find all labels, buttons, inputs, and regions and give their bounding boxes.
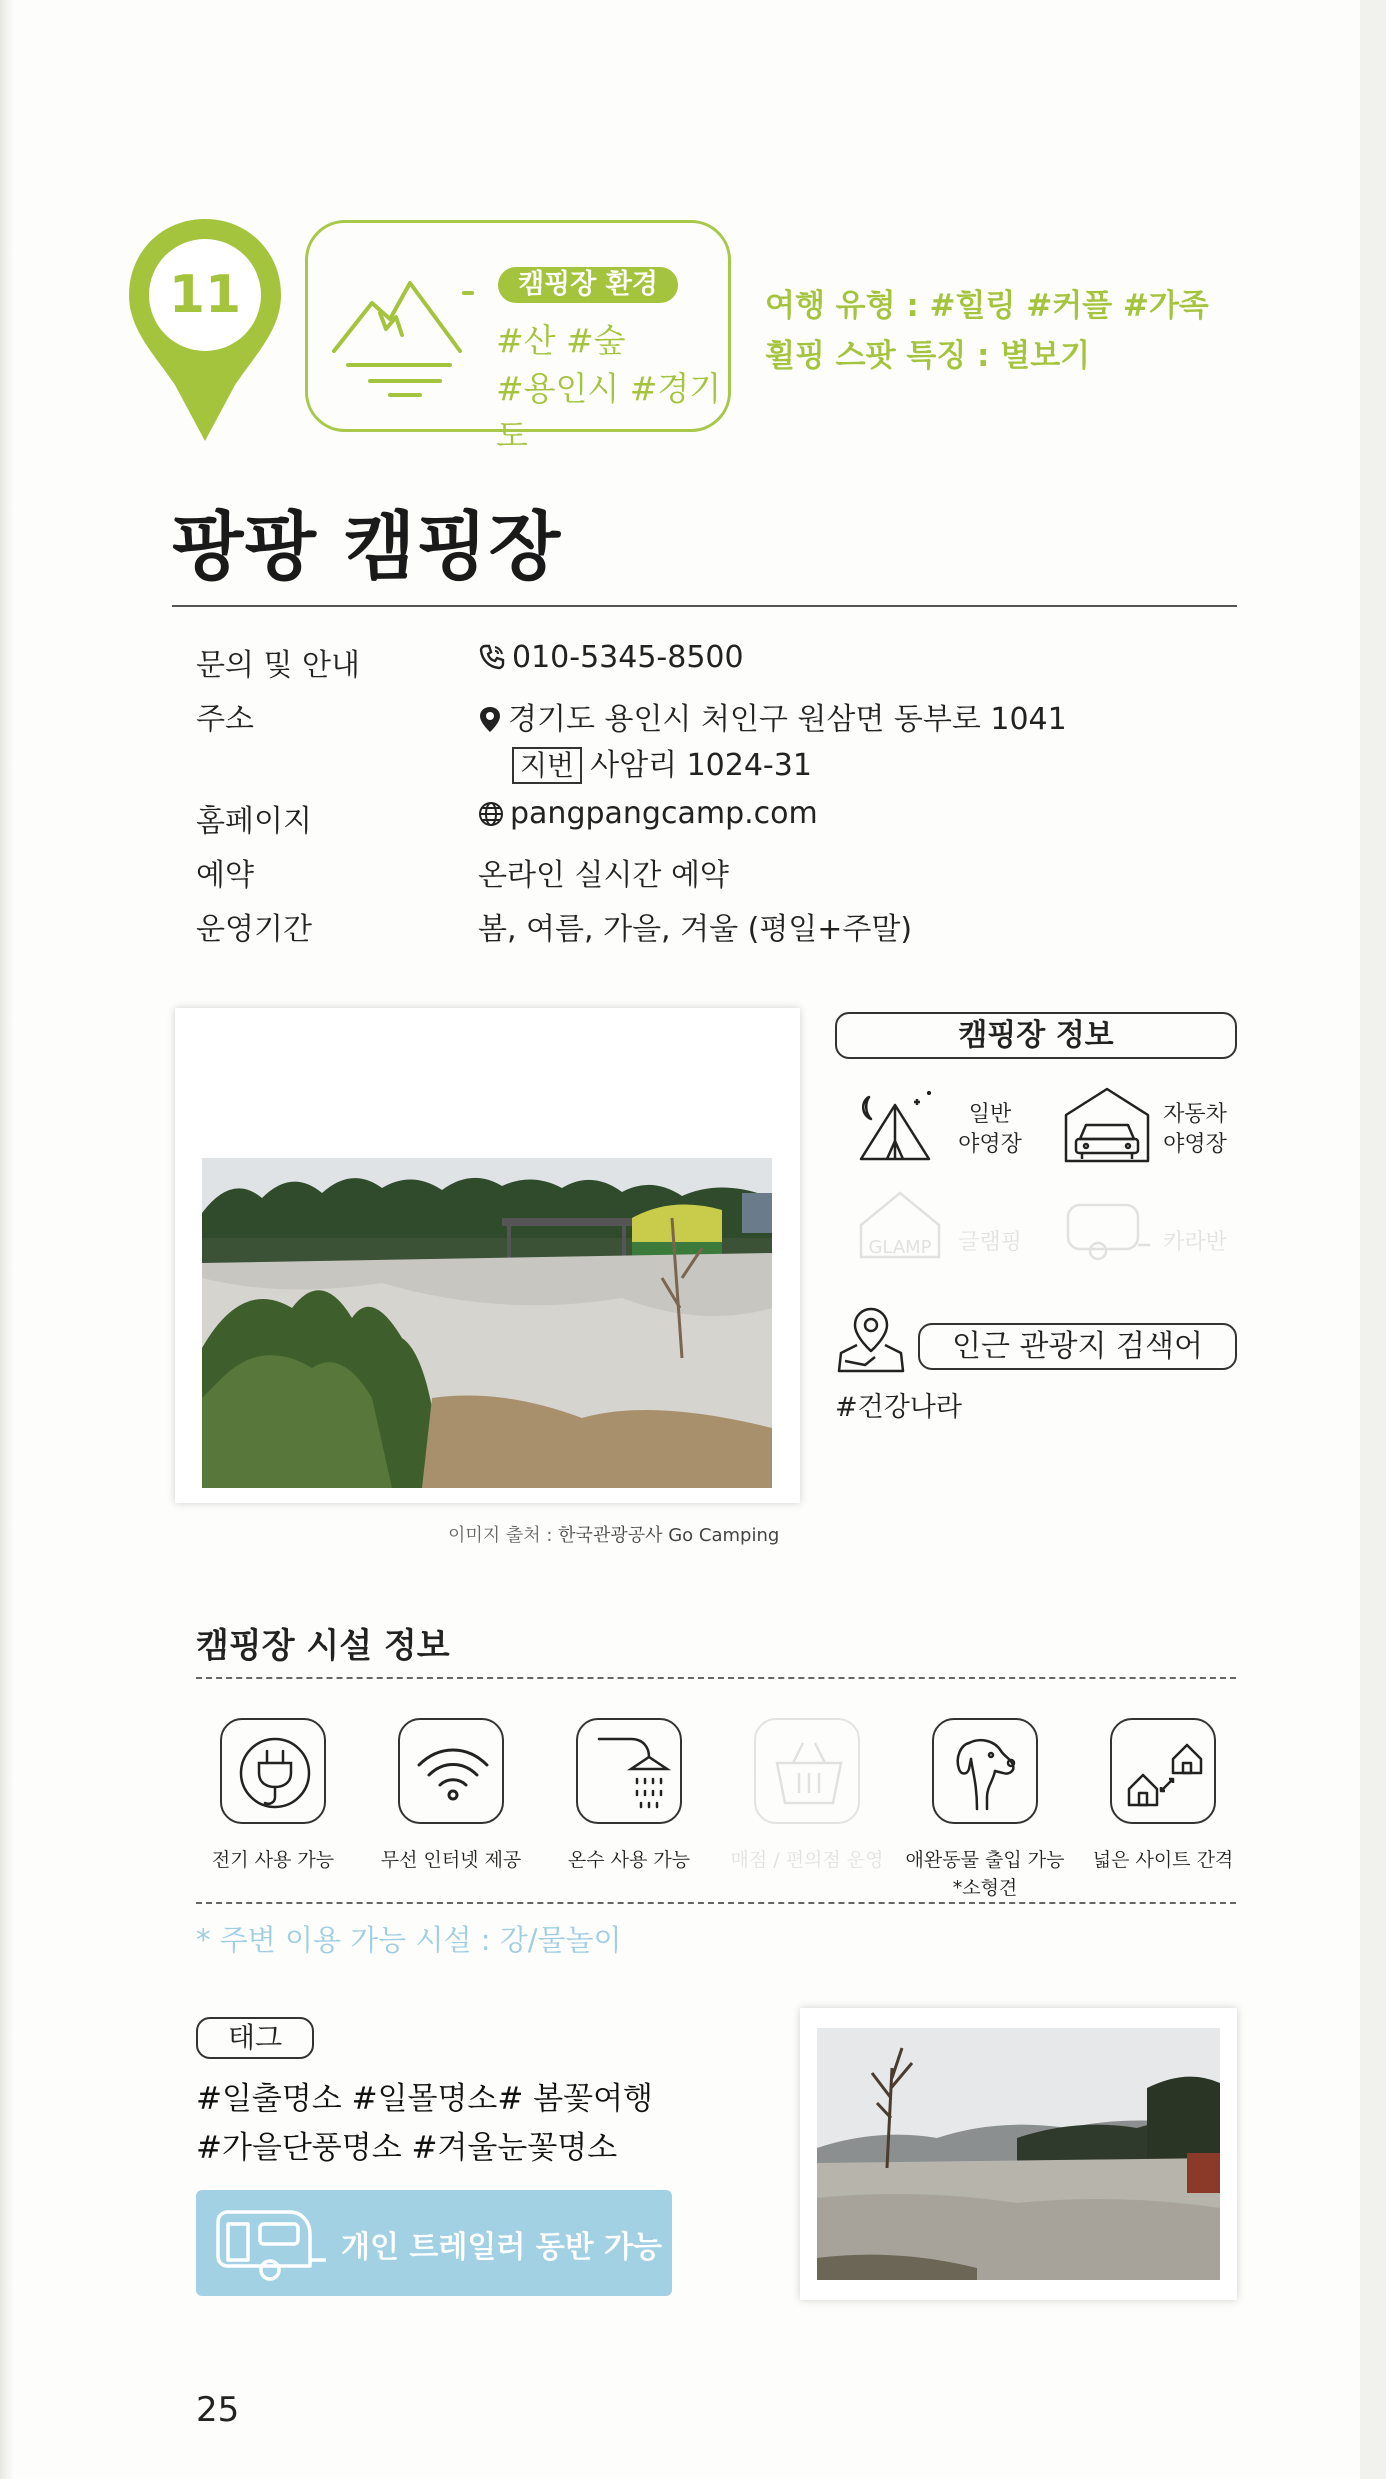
facility-pets-line2: *소형견 [952,1877,1018,1899]
info-value-address [478,694,1067,738]
camp-type-car-line2: 야영장 [1163,1132,1227,1157]
facilities-divider-top [196,1677,1236,1679]
facility-hot-water-label: 온수 사용 가능 [567,1849,691,1871]
nearby-search-heading: 인근 관광지 검색어 [918,1323,1237,1370]
campsite-photo-main [175,1008,800,1503]
car-garage-icon [1062,1085,1152,1165]
environment-badge: 캠핑장 환경 [498,267,678,303]
facilities-heading: 캠핑장 시설 정보 [196,1626,450,1666]
page-binding-shadow [0,0,14,2479]
facilities-divider-bottom [196,1902,1236,1904]
camp-type-glamping [855,1185,945,1265]
info-value-season: 봄, 여름, 가을, 겨울 (평일+주말) [478,912,913,947]
phone-number: 010-5345-8500 [512,640,744,675]
camp-info-heading: 캠핑장 정보 [835,1012,1237,1059]
trailer-banner-text: 개인 트레일러 동반 가능 [341,2230,663,2265]
photo-credit-source: 한국관광공사 Go Camping [558,1525,780,1546]
environment-box [305,220,731,455]
tags-heading: 태그 [196,2017,314,2059]
svg-text:GLAMP: GLAMP [868,1237,932,1258]
campsite-photo-secondary-image [817,2028,1220,2280]
campsite-title: 팡팡 캠핑장 [172,504,562,590]
nearby-map-icon-wrap [835,1305,907,1375]
page-number: 25 [196,2390,240,2430]
facility-pets-label [905,1846,1065,1902]
tags-line2: #가을단풍명소 #겨울눈꽃명소 [196,2130,618,2166]
caravan-icon [1062,1195,1152,1265]
homepage-link[interactable]: pangpangcamp.com [510,796,818,831]
photo-credit-prefix: 이미지 출처 : [448,1525,559,1546]
facility-electricity [193,1718,353,1874]
wifi-icon [413,1733,493,1813]
info-label-season: 운영기간 [196,912,312,947]
info-label-address: 주소 [196,702,254,737]
address-jibun: 사암리 1024-31 [590,748,812,783]
travel-type: 여행 유형 : #힐링 #커플 #가족 [765,288,1209,324]
facility-pets [905,1718,1065,1902]
trailer-icon [214,2200,329,2286]
camp-type-caravan [1062,1195,1152,1265]
entry-number: 11 [168,265,242,325]
title-divider [172,605,1237,607]
facility-wifi-label: 무선 인터넷 제공 [380,1849,522,1871]
info-label-contact: 문의 및 안내 [196,648,360,683]
info-value-contact [478,640,744,675]
camp-type-general-label [950,1100,1030,1160]
camp-type-general-line2: 야영장 [958,1132,1022,1157]
facility-store [727,1718,887,1874]
camp-type-general-line1: 일반 [968,1102,1012,1127]
healing-spot: 휠핑 스팟 특징 : 별보기 [765,338,1091,374]
camp-type-car-line1: 자동차 [1163,1102,1227,1127]
dog-icon [947,1733,1027,1813]
glamping-icon [855,1185,945,1265]
map-pin-icon [125,215,285,445]
map-location-icon [835,1305,907,1375]
camp-type-general [855,1085,945,1165]
info-value-reservation: 온라인 실시간 예약 [478,858,729,893]
facility-pets-line1: 애완동물 출입 가능 [905,1849,1065,1871]
houses-spacing-icon [1125,1733,1205,1813]
mountain-icon [330,273,480,403]
plug-icon [235,1733,315,1813]
phone-icon [478,643,506,671]
camp-type-caravan-label: 카라반 [1163,1230,1227,1255]
nearby-search-tag: #건강나라 [835,1392,962,1423]
environment-tags-line1: #산 #숲 [496,321,626,360]
info-value-jibun [512,740,812,784]
facility-spacing [1083,1718,1243,1874]
photo-credit [448,1521,779,1547]
nearby-facilities: * 주변 이용 가능 시설 : 강/물놀이 [196,1923,622,1957]
entry-number-pin [125,215,285,445]
facility-wifi [371,1718,531,1874]
globe-icon [478,801,504,827]
facility-store-label: 매점 / 편의점 운영 [730,1849,884,1871]
campsite-photo-secondary [800,2008,1237,2300]
facility-hot-water [549,1718,709,1874]
facility-spacing-label: 넓은 사이트 간격 [1092,1849,1234,1871]
facility-electricity-label: 전기 사용 가능 [211,1849,335,1871]
address-road: 경기도 용인시 처인구 원삼면 동부로 1041 [508,702,1067,737]
shower-icon [591,1733,671,1813]
location-pin-icon [478,705,502,733]
campsite-photo-image [202,1158,772,1488]
tags-line1: #일출명소 #일몰명소# 봄꽃여행 [196,2081,653,2117]
info-label-reservation: 예약 [196,858,254,893]
tent-night-icon [855,1085,945,1165]
camp-type-glamping-label: 글램핑 [958,1230,1022,1255]
jibun-badge: 지번 [512,747,582,784]
camp-type-car [1062,1085,1152,1165]
trailer-banner [196,2190,672,2296]
environment-tags-line2: #용인시 #경기도 [496,369,722,455]
info-label-homepage: 홈페이지 [196,804,312,839]
info-value-homepage[interactable] [478,796,818,831]
basket-icon [769,1733,849,1813]
camp-type-car-label [1155,1100,1235,1160]
